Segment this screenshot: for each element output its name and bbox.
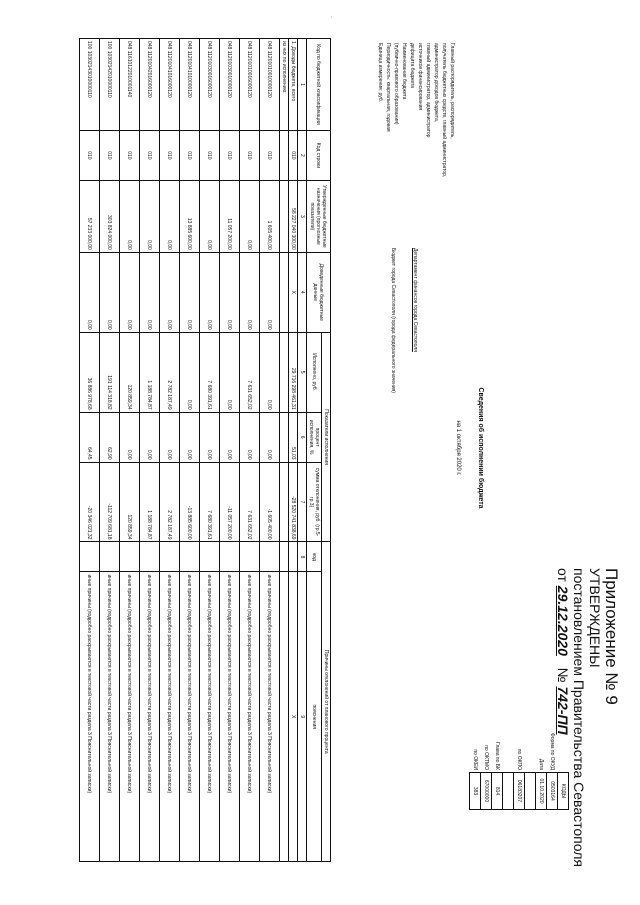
- cell-line: 010: [220, 130, 240, 180]
- cell-brought: 0,00: [240, 252, 260, 332]
- col-deviation: сумма отклонения, руб. (гр.5-гр.3): [307, 462, 322, 542]
- cell-executed: 1 188 784,87: [140, 332, 160, 412]
- incl-row: из них по исполнению:: [280, 39, 289, 862]
- cell-percent: 0,00: [260, 412, 280, 462]
- cell-approved: 57 233 000,00: [80, 180, 100, 252]
- cell-percent: 0,00: [160, 412, 180, 462]
- cell-percent: 0,00: [140, 412, 160, 462]
- col-executed: Исполнено, руб.: [307, 332, 322, 412]
- cell-executed: 7 631 652,02: [240, 332, 260, 412]
- table-row: [140, 39, 160, 862]
- cell-deviation: 7 680 391,61: [200, 462, 220, 542]
- document-sheet: [14, 8, 634, 888]
- cell-code: [240, 542, 260, 572]
- cell-brought: 0,00: [220, 252, 240, 332]
- cell-code: [120, 542, 140, 572]
- cell-deviation: -20 346 021,32: [80, 462, 100, 542]
- col-explanation: пояснения: [307, 572, 322, 862]
- cell-line: 010: [180, 130, 200, 180]
- cell-explanation: иные причины (подробно раскрываются в текстовой части раздела 3 Пояснительной записки): [260, 572, 280, 862]
- cell-kbk: 048 11201041010000120: [180, 39, 200, 131]
- cell-code: [140, 542, 160, 572]
- cell-percent: 0,00: [240, 412, 260, 462]
- cell-code: [260, 542, 280, 572]
- decree-label: постановлением Правительства Севастополя: [571, 568, 587, 867]
- cell-brought: 0,00: [260, 252, 280, 332]
- cell-kbk: 048 11201010016000120: [240, 39, 260, 131]
- mid-labels: [389, 248, 419, 528]
- cell-explanation: иные причины (подробно раскрываются в текстовой части раздела 3 Пояснительной записки): [220, 572, 240, 862]
- cell-brought: 0,00: [160, 252, 180, 332]
- cell-executed: 0,00: [260, 332, 280, 412]
- cell-approved: 0,00: [140, 180, 160, 252]
- cell-approved: 0,00: [120, 180, 140, 252]
- cell-deviation: -11 057 200,00: [220, 462, 240, 542]
- col-brought: Доведенные бюджетные данные: [307, 252, 331, 332]
- cell-deviation: 7 631 652,02: [240, 462, 260, 542]
- cell-line: 010: [260, 130, 280, 180]
- cell-explanation: иные причины (подробно раскрываются в текстовой части раздела 3 Пояснительной записки): [120, 572, 140, 862]
- cell-percent: 0,00: [180, 412, 200, 462]
- cell-explanation: иные причины (подробно раскрываются в текстовой части раздела 3 Пояснительной записки): [160, 572, 180, 862]
- cell-line: 010: [160, 130, 180, 180]
- col-reasons-group: Причины отклонений от планового процента: [322, 542, 331, 862]
- table-row: [180, 39, 200, 862]
- cell-deviation: 120 859,34: [120, 462, 140, 542]
- cell-code: [80, 542, 100, 572]
- col-approved: Утвержденные бюджетные назначения (прогнозные показатели): [307, 180, 331, 252]
- cell-brought: 0,00: [140, 252, 160, 332]
- table-row: [160, 39, 180, 862]
- approved-label: УТВЕРЖДЕНЫ: [587, 568, 603, 668]
- cell-approved: 11 057 200,00: [220, 180, 240, 252]
- decree-date-line: от 29.12.2020 № 742-ПП: [555, 568, 571, 735]
- col-code: код: [307, 542, 322, 572]
- cell-kbk: 048 11201041016000120: [160, 39, 180, 131]
- cell-brought: 0,00: [180, 252, 200, 332]
- col-percent: процент исполнения, %: [307, 412, 322, 462]
- cell-kbk: 100 10302143010000110: [80, 39, 100, 131]
- cell-percent: 0,00: [200, 412, 220, 462]
- cell-line: 010: [100, 130, 120, 180]
- cell-explanation: иные причины (подробно раскрываются в текстовой части раздела 3 Пояснительной записки): [100, 572, 120, 862]
- cell-code: [200, 542, 220, 572]
- cell-approved: 0,00: [200, 180, 220, 252]
- cell-approved: 303 824 000,00: [100, 180, 120, 252]
- cell-kbk: 048 11610122010001140: [120, 39, 140, 131]
- cell-percent: 62,90: [100, 412, 120, 462]
- cell-explanation: иные причины (подробно раскрываются в текстовой части раздела 3 Пояснительной записки): [200, 572, 220, 862]
- cell-code: [220, 542, 240, 572]
- cell-code: [180, 542, 200, 572]
- appendix-title: Приложение № 9: [602, 568, 621, 705]
- cell-code: [100, 542, 120, 572]
- cell-executed: 2 782 187,49: [160, 332, 180, 412]
- table-row: [200, 39, 220, 862]
- cell-percent: 0,00: [220, 412, 240, 462]
- cell-line: 010: [120, 130, 140, 180]
- cell-executed: 36 886 978,68: [80, 332, 100, 412]
- cell-executed: 7 680 391,61: [200, 332, 220, 412]
- cell-explanation: иные причины (подробно раскрываются в текстовой части раздела 3 Пояснительной записки): [140, 572, 160, 862]
- cell-explanation: иные причины (подробно раскрываются в текстовой части раздела 3 Пояснительной записки): [80, 572, 100, 862]
- cell-executed: 120 859,34: [120, 332, 140, 412]
- decree-number: 742-ПП: [555, 686, 571, 735]
- cell-approved: 0,00: [160, 180, 180, 252]
- cell-explanation: иные причины (подробно раскрываются в текстовой части раздела 3 Пояснительной записки): [180, 572, 200, 862]
- cell-brought: 0,00: [80, 252, 100, 332]
- table-row: [80, 39, 100, 862]
- column-numbers-row: 1 2 3 4 5 6 7 8 9: [298, 39, 307, 862]
- cell-brought: 0,00: [200, 252, 220, 332]
- table-row: [100, 39, 120, 862]
- cell-line: 010: [80, 130, 100, 180]
- document-title: Сведения об исполнении бюджета: [477, 387, 484, 509]
- cell-approved: 13 885 600,00: [180, 180, 200, 252]
- cell-kbk: 048 11201030010000120: [220, 39, 240, 131]
- table-row: [260, 39, 280, 862]
- cell-kbk: 048 11201030016000120: [200, 39, 220, 131]
- cell-deviation: 1 188 784,87: [140, 462, 160, 542]
- cell-kbk: 048 11201010010000120: [260, 39, 280, 131]
- cell-line: 010: [140, 130, 160, 180]
- left-labels: Главный распорядитель, распорядитель, получатель бюджетных средств, главный администратор, администратор доходов бюджета, главный администратор, администратор источников финансирования дефицита бюджета Наименование бюджета (публично-правового образования) Периодичность: квартальная, годовая Единица измерения: руб.: [377, 43, 455, 178]
- cell-percent: 64,45: [80, 412, 100, 462]
- cell-code: [160, 542, 180, 572]
- cell-approved: 1 605 400,00: [260, 180, 280, 252]
- cell-kbk: 048 11201042016000120: [140, 39, 160, 131]
- cell-approved: 0,00: [240, 180, 260, 252]
- table-row: [120, 39, 140, 862]
- cell-brought: 0,00: [100, 252, 120, 332]
- cell-deviation: -112 709 681,18: [100, 462, 120, 542]
- col-line: Код строки: [307, 130, 331, 180]
- cell-brought: 0,00: [120, 252, 140, 332]
- decree-date: 29.12.2020: [555, 585, 571, 656]
- col-kbk: Код по бюджетной классификации: [307, 39, 331, 131]
- cell-line: 010: [200, 130, 220, 180]
- cell-explanation: иные причины (подробно раскрываются в текстовой части раздела 3 Пояснительной записки): [240, 572, 260, 862]
- cell-executed: 191 114 318,82: [100, 332, 120, 412]
- table-row: [220, 39, 240, 862]
- grbs-name: Департамент финансов города Севастополя: [412, 248, 418, 352]
- budget-name: Бюджет города Севастополя (города федерального значения): [390, 248, 396, 393]
- cell-line: 010: [240, 130, 260, 180]
- col-exec-group: Показатели исполнения: [322, 332, 331, 542]
- cell-percent: 0,00: [120, 412, 140, 462]
- total-row: 1. Доходы бюджета, всего 010 58 227 040 300,00 X 29 716 298 461,31 51,03 -28 520 741 838,69 X: [289, 39, 298, 862]
- scan-mark: ·: [328, 16, 334, 18]
- table-row: [240, 39, 260, 862]
- cell-deviation: 2 782 187,49: [160, 462, 180, 542]
- cell-deviation: -13 885 600,00: [180, 462, 200, 542]
- cell-executed: 0,00: [220, 332, 240, 412]
- codes-block: КОДЫ Форма по ОКУД 0503164 Дата 01.10.2020 по ОКПО 06183207 Глава по БК 814 по ОКТМО 67000000 по ОКЕИ 383: [469, 698, 569, 810]
- cell-deviation: -1 605 400,00: [260, 462, 280, 542]
- cell-kbk: 100 10302142010000110: [100, 39, 120, 131]
- cell-executed: 0,00: [180, 332, 200, 412]
- document-period: на 1 октября 2020 г.: [455, 420, 461, 476]
- execution-table: [79, 38, 331, 862]
